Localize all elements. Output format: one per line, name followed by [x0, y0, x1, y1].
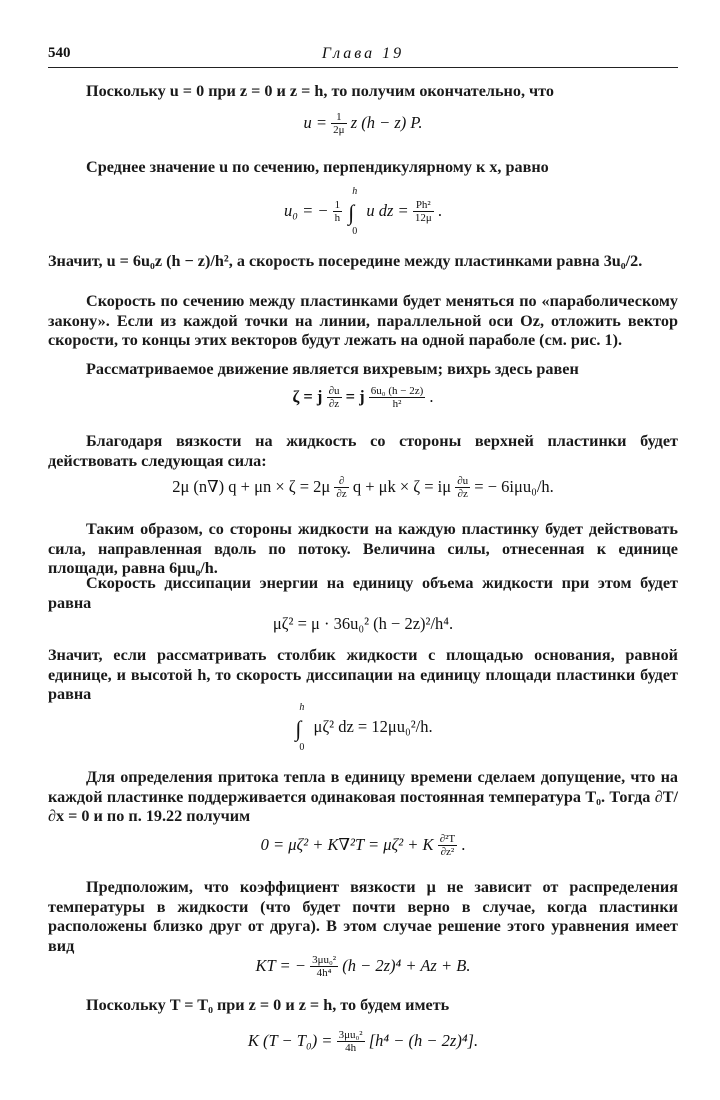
equation-temperature-final: K (T − T₀) = $\frac{\text{3μu₀²}}{4h}$ [h⁴ − (h − 2z)⁴]. — [247, 1029, 479, 1054]
paragraph-1: Поскольку u = 0 при z = 0 и z = h, то получим окончательно, что — [86, 82, 554, 100]
equation-mean-velocity: u₀ = − $\frac{1}{h}$ h ∫ 0 u dz = $\frac{\text{Ph²}}{12\mu}$ . — [284, 186, 442, 237]
paragraph-6: Благодаря вязкости на жидкость со стороны верхней пластинки будет действовать следующая сила: — [48, 432, 678, 470]
equation-vorticity: ζ = j $\frac{\partial u}{\partial z}$ = j $\frac{\text{6u₀ (h − 2z)}}{\text{h²}}$ . — [292, 385, 434, 410]
paragraph-10: Для определения притока тепла в единицу времени сделаем допущение, что на каждой пластинке поддерживается одинаковая постоянная температура T₀. Тогда ∂T/∂x = 0 и по п. 19.22 получим — [48, 768, 678, 825]
page-number: 540 — [48, 45, 71, 61]
equation-heat: 0 = μζ² + K∇²T = μζ² + K $\frac{\text{∂²T}}{\text{∂z²}}$ . — [260, 833, 466, 858]
equation-force: 2μ (n∇) q + μn × ζ = 2μ $\frac{\partial}{\partial z}$ q + μk × ζ = iμ $\frac{\partial u}{\partial z}$ = − 6iμu₀/h. — [172, 475, 554, 500]
paragraph-12: Поскольку T = T₀ при z = 0 и z = h, то будем иметь — [86, 996, 450, 1014]
equation-dissipation-integral: h ∫ 0 μζ² dz = 12μu₀²/h. — [295, 702, 433, 753]
integral-sign: h ∫ 0 — [348, 186, 358, 237]
paragraph-8: Скорость диссипации энергии на единицу объема жидкости при этом будет равна — [48, 574, 678, 612]
paragraph-11: Предположим, что коэффициент вязкости μ не зависит от распределения температуры в жидкости (что будет почти верно в случае, когда пластинки расположены близко друг от друга). В этом случае решение этого уравнения имеет вид — [48, 878, 678, 955]
running-title: Глава 19 — [321, 45, 405, 62]
equation-temperature: KT = − $\frac{\text{3μu₀²}}{\text{4h⁴}}$ (h − 2z)⁴ + Az + B. — [255, 954, 471, 979]
equation-u: u = $\frac{1}{2\mu}$ z (h − z) P. — [303, 111, 423, 136]
integral-sign: h ∫ 0 — [295, 702, 305, 753]
paragraph-4: Скорость по сечению между пластинками будет меняться по «параболическому закону». Если из каждой точки на линии, параллельной оси Oz, отложить вектор скорости, то концы этих векторов будут лежать на одной параболе (см. рис. 1). — [48, 292, 678, 349]
header-rule — [48, 67, 678, 68]
paragraph-2: Среднее значение u по сечению, перпендикулярному к x, равно — [86, 158, 549, 176]
paragraph-9: Значит, если рассматривать столбик жидкости с площадью основания, равной единице, и высотой h, то скорость диссипации на единицу площади пластинки будет равна — [48, 646, 678, 703]
paragraph-7: Таким образом, со стороны жидкости на каждую пластинку будет действовать сила, направленная вдоль по потоку. Величина силы, отнесенная к единице площади, равна 6μu₀/h. — [48, 520, 678, 577]
page-header — [48, 45, 678, 67]
paragraph-5: Рассматриваемое движение является вихревым; вихрь здесь равен — [86, 360, 579, 378]
equation-dissipation: μζ² = μ · 36u₀² (h − 2z)²/h⁴. — [272, 614, 454, 633]
paragraph-3: Значит, u = 6u₀z (h − z)/h², а скорость посередине между пластинками равна 3u₀/2. — [48, 252, 643, 270]
